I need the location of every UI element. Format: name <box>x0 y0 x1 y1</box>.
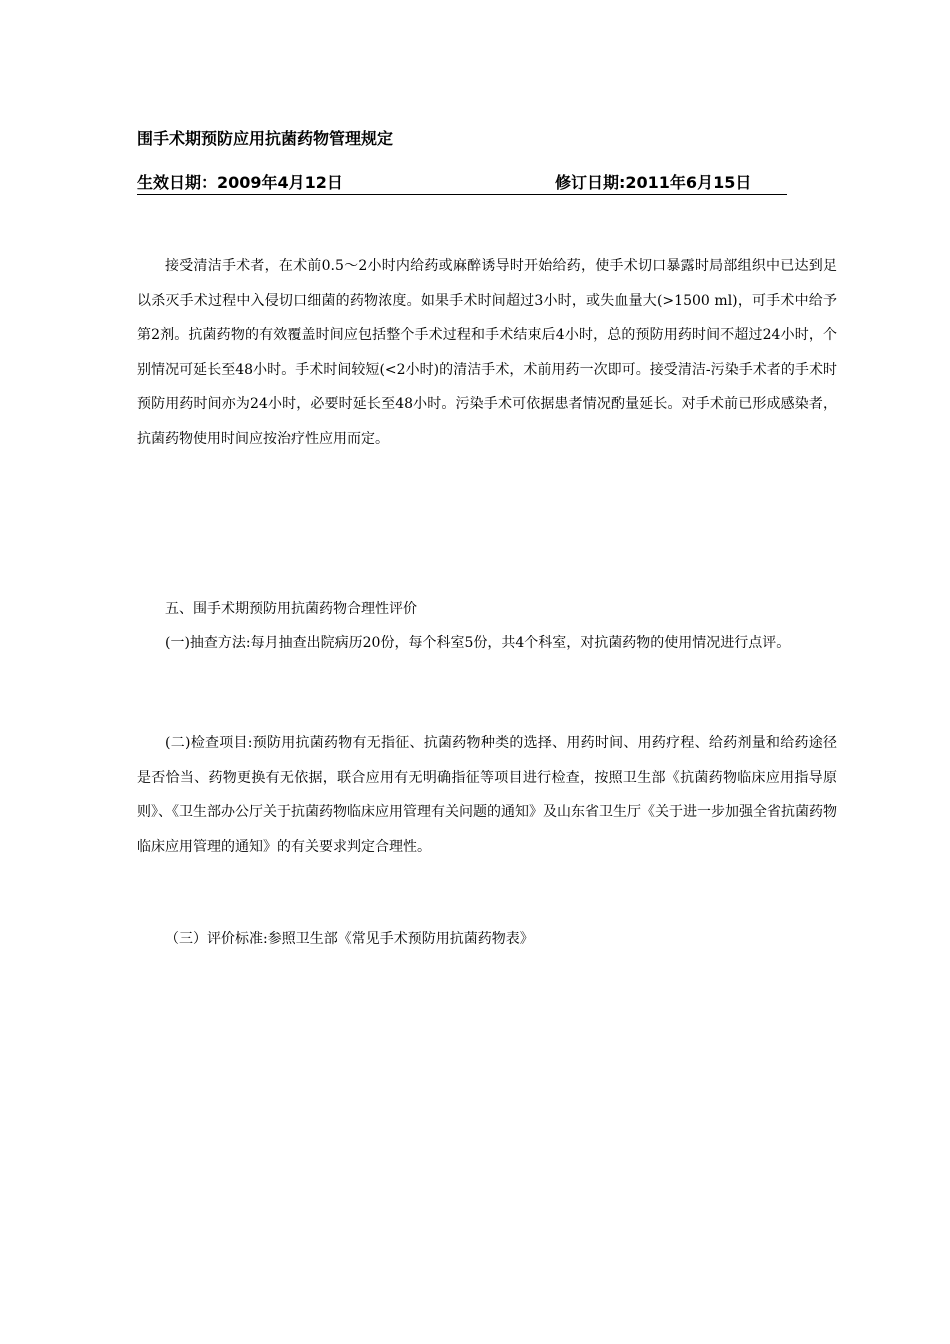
date-line <box>137 172 787 195</box>
revised-date: 修订日期:2011年6月15日 <box>555 173 752 192</box>
paragraph-prophylaxis-timing: 接受清洁手术者，在术前0.5～2小时内给药或麻醉诱导时开始给药，使手术切口暴露时局部组织中已达到足以杀灭手术过程中入侵切口细菌的药物浓度。如果手术时间超过3小时，或失血量大(>1500 ml)，可手术中给予第2剂。抗菌药物的有效覆盖时间应包括整个手术过程和手术结束后4小时，总的预防用药时间不超过24小时，个别情况可延长至48小时。手术时间较短(<2小时)的清洁手术，术前用药一次即可。接受清洁-污染手术者的手术时预防用药时间亦为24小时，必要时延长至48小时。污染手术可依据患者情况酌量延长。对手术前已形成感染者，抗菌药物使用时间应按治疗性应用而定。 <box>137 258 837 447</box>
document-title: 围手术期预防应用抗菌药物管理规定 <box>137 129 394 148</box>
paragraph-evaluation-criteria: （三）评价标准:参照卫生部《常见手术预防用抗菌药物表》 <box>165 931 534 947</box>
section-heading-evaluation: 五、围手术期预防用抗菌药物合理性评价 <box>165 601 417 617</box>
effective-date: 生效日期：2009年4月12日 <box>137 173 343 192</box>
paragraph-sampling-method: (一)抽查方法:每月抽查出院病历20份，每个科室5份，共4个科室，对抗菌药物的使用情况进行点评。 <box>165 635 791 651</box>
paragraph-inspection-items: (二)检查项目:预防用抗菌药物有无指征、抗菌药物种类的选择、用药时间、用药疗程、给药剂量和给药途径是否恰当、药物更换有无依据，联合应用有无明确指征等项目进行检查，按照卫生部《抗菌药物临床应用指导原则》、《卫生部办公厅关于抗菌药物临床应用管理有关问题的通知》及山东省卫生厅《关于进一步加强全省抗菌药物临床应用管理的通知》的有关要求判定合理性。 <box>137 735 837 855</box>
